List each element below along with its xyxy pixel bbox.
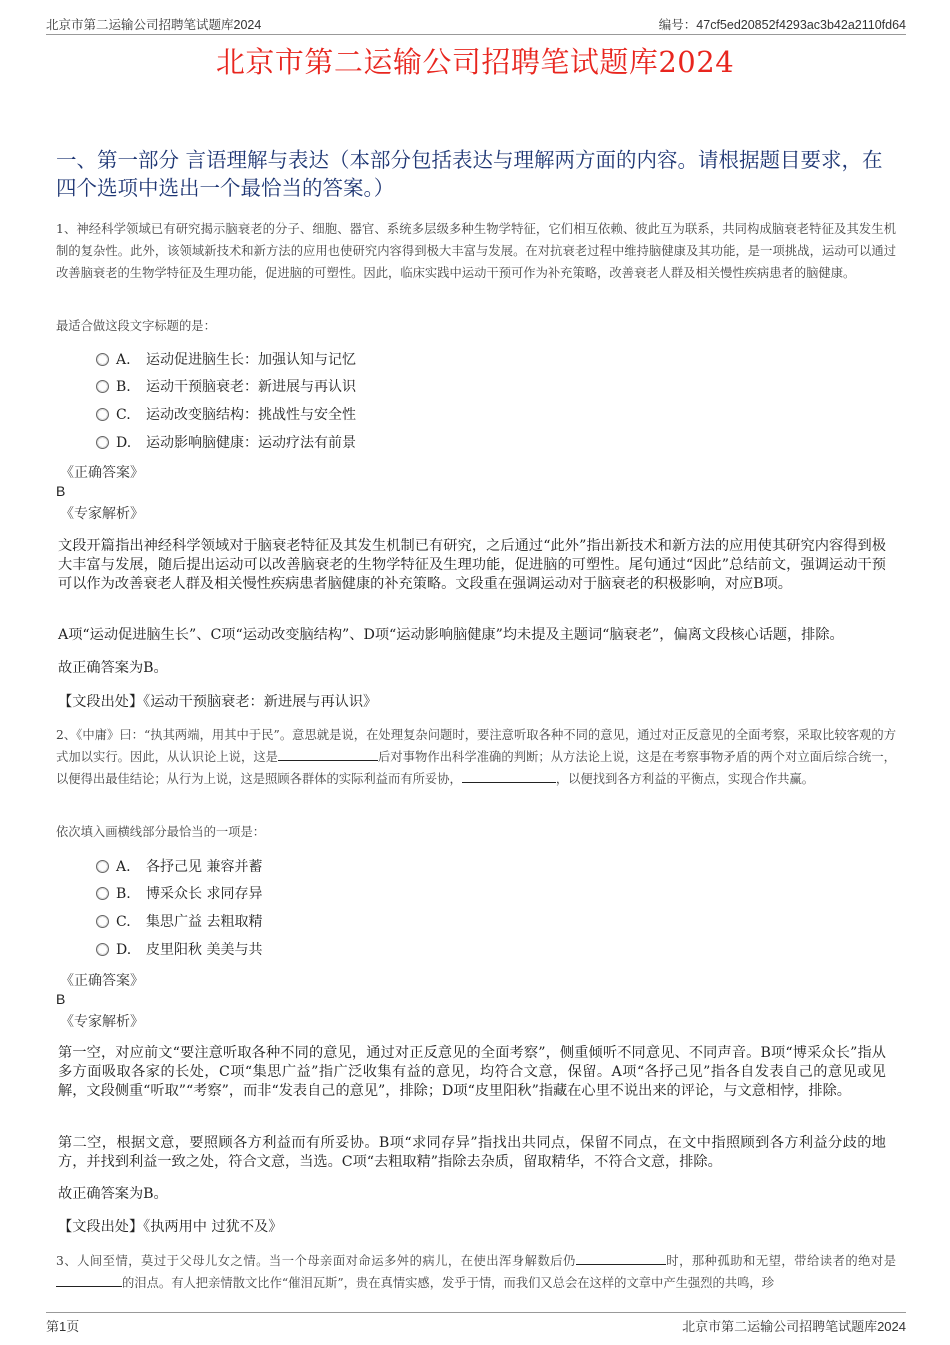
radio-icon[interactable] [96,353,109,366]
option-letter: A. [116,352,131,368]
q2-analysis-p1: 第一空，对应前文“要注意听取各种不同的意见，通过对正反意见的全面考察”，侧重倾听不同意见、不同声音。B项“博采众长”指从多方面吸取各家的长处，C项“集思广益”指广泛收集有益的意见，均符合文意，保留。A项“各抒己见”指各自发表自己的意见或见解，文段侧重“听取”“考察”，而非“发表自己的意见”，排除；D项“皮里阳秋”指藏在心里不说出来的评论，与文意相悖，排除。 [58,1045,886,1099]
option-text: 运动影响脑健康：运动疗法有前景 [146,435,356,451]
option-letter: B. [116,379,131,395]
fill-blank-1[interactable] [278,746,378,761]
q3-text-part3: 的泪点。有人把亲情散文比作“催泪瓦斯”，贵在真情实感，发乎于情，而我们又总会在这样的文章中产生强烈的共鸣，珍 [122,1276,775,1290]
q2-option-a[interactable] [96,857,262,877]
fill-blank-2[interactable] [462,768,556,783]
option-letter: B. [116,886,131,902]
q2-option-b[interactable] [96,884,262,904]
page-footer [46,1312,906,1333]
answer-label: 《正确答案》 [60,465,144,481]
q2-option-c[interactable] [96,912,262,932]
q2-text-part2: 后对事物作出科学准确的判断；从方法论上说，这是在考察事物矛盾的两个对立面后综合统一，以便得出最佳结论；从行为上说，这是照顾各群体的实际利益而有所妥协， [56,750,896,786]
footer-doc-title: 北京市第二运输公司招聘笔试题库2024 [682,1319,906,1334]
fill-blank-4[interactable] [56,1272,122,1287]
header-doc-title: 北京市第二运输公司招聘笔试题库2024 [46,18,262,32]
q2-source: 【文段出处】《执两用中 过犹不及》 [58,1219,283,1235]
analysis-label: 《专家解析》 [60,1014,144,1030]
q1-option-b[interactable] [96,377,356,397]
radio-icon[interactable] [96,887,109,900]
radio-icon[interactable] [96,380,109,393]
analysis-label: 《专家解析》 [60,506,144,522]
q2-option-d[interactable] [96,940,262,960]
q1-analysis-p2: A项“运动促进脑生长”、C项“运动改变脑结构”、D项“运动影响脑健康”均未提及主题词“脑衰老”，偏离文段核心话题，排除。 [58,627,844,643]
q1-answer: B [56,483,66,499]
q1-option-d[interactable] [96,433,356,453]
page-title: 北京市第二运输公司招聘笔试题库2024 [215,45,735,79]
question-3-text [56,1250,896,1294]
radio-icon[interactable] [96,943,109,956]
option-text: 集思广益 去粗取精 [146,914,263,930]
fill-blank-3[interactable] [576,1250,666,1265]
option-letter: A. [116,859,131,875]
q1-option-c[interactable] [96,405,356,425]
q2-analysis-p2: 第二空，根据文意，要照顾各方利益而有所妥协。B项“求同存异”指找出共同点，保留不同点，在文中指照顾到各方利益分歧的地方，并找到利益一致之处，符合文意，当选。C项“去粗取精”指除去杂质，留取精华，不符合文意，排除。 [58,1135,886,1170]
header-doc-id: 编号：47cf5ed20852f4293ac3b42a2110fd64 [658,18,906,32]
q2-analysis-p3: 故正确答案为B。 [58,1186,168,1202]
option-text: 各抒己见 兼容并蓄 [146,859,263,875]
footer-page-number: 第1页 [46,1319,80,1334]
q2-text-part3: ，以便找到各方利益的平衡点，实现合作共赢。 [555,772,815,786]
option-text: 博采众长 求同存异 [146,886,263,902]
q1-option-a[interactable] [96,350,356,370]
option-letter: C. [116,407,131,423]
section-heading: 一、第一部分 言语理解与表达（本部分包括表达与理解两方面的内容。请根据题目要求，在四个选项中选出一个最恰当的答案。） [56,148,883,200]
option-text: 皮里阳秋 美美与共 [146,942,263,958]
radio-icon[interactable] [96,436,109,449]
question-2-prompt: 依次填入画横线部分最恰当的一项是： [56,825,266,839]
q1-analysis-p1: 文段开篇指出神经科学领域对于脑衰老特征及其发生机制已有研究，之后通过“此外”指出新技术和新方法的应用使其研究内容得到极大丰富与发展，随后提出运动可以改善脑衰老的生物学特征及生理功能，促进脑的可塑性。尾句通过“因此”总结前文，强调运动干预可以作为改善衰老人群及相关慢性疾病患者脑健康的补充策略。文段重在强调运动对于脑衰老的积极影响，对应B项。 [58,538,886,592]
radio-icon[interactable] [96,860,109,873]
radio-icon[interactable] [96,915,109,928]
option-letter: D. [116,942,132,958]
question-1-text: 1、神经科学领域已有研究揭示脑衰老的分子、细胞、器官、系统多层级多种生物学特征，它们相互依赖、彼此互为联系，共同构成脑衰老特征及其发生机制的复杂性。此外，该领域新技术和新方法的应用也使研究内容得到极大丰富与发展。在对抗衰老过程中维持脑健康及其功能，是一项挑战，运动可以通过改善脑衰老的生物学特征及生理功能，促进脑的可塑性。因此，临床实践中运动干预可作为补充策略，改善衰老人群及相关慢性疾病患者的脑健康。 [56,222,896,280]
answer-label: 《正确答案》 [60,973,144,989]
option-letter: C. [116,914,131,930]
page-header [46,14,906,35]
q1-source: 【文段出处】《运动干预脑衰老：新进展与再认识》 [58,694,378,710]
q2-answer: B [56,991,66,1007]
question-1-prompt: 最适合做这段文字标题的是： [56,319,216,333]
radio-icon[interactable] [96,408,109,421]
option-letter: D. [116,435,132,451]
option-text: 运动促进脑生长：加强认知与记忆 [146,352,356,368]
question-2-text [56,724,896,790]
q3-text-part1: 3、人间至情，莫过于父母儿女之情。当一个母亲面对命运多舛的病儿，在使出浑身解数后仍 [56,1254,576,1268]
q1-analysis-p3: 故正确答案为B。 [58,660,168,676]
q3-text-part2: 时，那种孤助和无望，带给读者的绝对是 [665,1254,896,1268]
option-text: 运动改变脑结构：挑战性与安全性 [146,407,356,423]
q2-text-part1: 2、《中庸》曰：“执其两端，用其中于民”。意思就是说，在处理复杂问题时，要注意听取各种不同的意见，通过对正反意见的全面考察，采取比较客观的方式加以实行。因此，从认识论上说，这是 [56,728,896,764]
option-text: 运动干预脑衰老：新进展与再认识 [146,379,356,395]
